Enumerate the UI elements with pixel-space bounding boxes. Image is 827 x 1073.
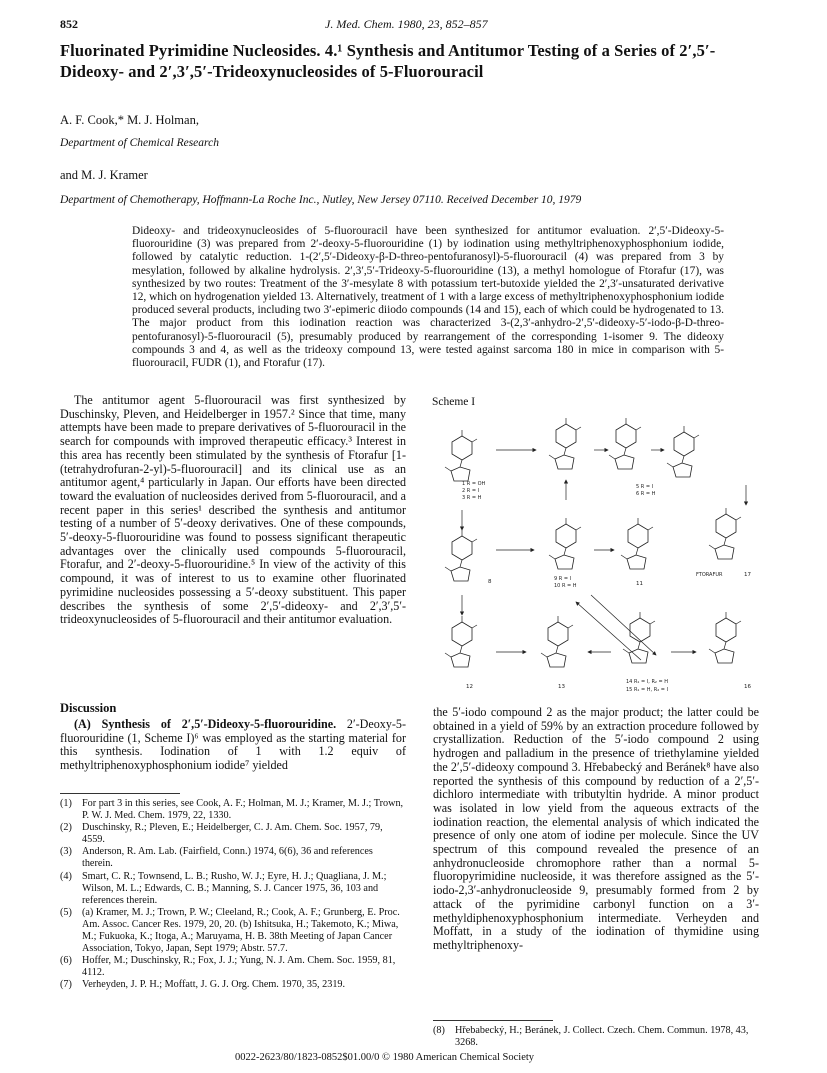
page-number: 852 [60, 17, 78, 31]
authors-line-2: and M. J. Kramer [60, 168, 148, 182]
section-a-paragraph [60, 718, 406, 773]
legend-1: 1 R = OH [462, 481, 486, 487]
reference [60, 822, 406, 846]
section-a-text: 2′-Deoxy-5-fluorouridine (1, Scheme I)⁶ was employed as the starting material for this synthesis. Iodination of 1 with 1.2 equiv of methyltriphenoxyphosphonium iodide⁷ yielded [60, 717, 406, 773]
reference [60, 955, 406, 979]
compound-13: 13 [558, 684, 565, 690]
structure-5-6 [549, 418, 581, 469]
body-right-column: the 5′-iodo compound 2 as the major product; the latter could be obtained in a yield of 59% by an extraction procedure followed by crystallization. Reduction of the 5′-iodo compound 2 using hydrogen and palladium in the presence of triethylamine yielded the 2′,5′-dideoxy compound 3. Hřebabecký and Beránek⁸ have also reported the synthesis of this compound by reduction of a 2′,5′-dichloro intermediate with tributyltin hydride. A minor product was isolated in low yield from the aqueous extracts of the iodination reaction, the elemental analysis of which indicated the presence of only one atom of iodine per molecule. Since the UV spectrum of this compound revealed the presence of an anhydronucleoside chromophore rather than a normal 5-fluoropyrimidine nucleoside, it was therefore assigned as the 5′-iodo-2,3′-anhydronucleoside 9, presumably formed from 2 by attack of the pyrimidine carbonyl function on a 3′-methyldiphenoxyphosphonium intermediate. Verheyden and Moffatt, in a study of the iodination of thymidine using methyltriphenoxy- [433, 705, 759, 952]
reference-number: (4) [60, 870, 72, 882]
reference [60, 907, 406, 955]
legend-10: 10 R = H [554, 583, 577, 589]
discussion-heading: Discussion [60, 701, 117, 715]
structure-9-10 [549, 518, 581, 569]
authors-line-1: A. F. Cook,* M. J. Holman, [60, 113, 199, 127]
structure-right-top [667, 426, 699, 477]
legend-15: 15 R₁ = H, R₂ = I [626, 687, 669, 693]
compound-11: 11 [636, 581, 643, 587]
scheme-label: Scheme I [432, 396, 476, 408]
compound-16: 16 [744, 684, 751, 690]
reference-number: (2) [60, 822, 72, 834]
structure-1-3 [445, 430, 477, 481]
reference-number: (8) [433, 1025, 445, 1036]
compound-8: 8 [488, 579, 492, 585]
legend-9: 9 R = I [554, 576, 572, 582]
structure-13 [541, 616, 573, 667]
affiliation-1: Department of Chemical Research [60, 137, 219, 149]
reaction-scheme-diagram [426, 410, 766, 700]
footnote-rule-left [60, 793, 180, 794]
journal-header: J. Med. Chem. 1980, 23, 852–857 [325, 17, 488, 31]
reference-number: (1) [60, 798, 72, 809]
legend-14: 14 R₁ = I, R₂ = H [626, 679, 669, 685]
structure-12 [445, 616, 477, 667]
legend-5: 5 R = I [636, 484, 654, 490]
intro-paragraph: The antitumor agent 5-fluorouracil was first synthesized by Duschinsky, Pleven, and Heidelberger in 1957.² Since that time, many attempts have been made to prepare derivatives of 5-fluorouracil in the search for compounds with improved therapeutic efficacy.³ Interest in this area has recently been stimulated by the synthesis of Ftorafur [1-(tetrahydrofuran-2-yl)-5-fluorouracil] and its clinical use as an antitumor agent,⁴ particularly in Japan. Our efforts have been directed toward the evaluation of nucleosides derived from 5-fluorouracil, and a recent paper in this series¹ described the synthesis and antitumor testing of a number of 5′-deoxy derivatives. One of these compounds, 5′-deoxy-5-fluorouridine was found to possess significant therapeutic advantages over the clinically used compounds 5-fluorouracil, Ftorafur, and 2′-deoxy-5-fluorouridine.⁵ In view of the activity of this compound, it was of interest to us to examine other fluorinated pyrimidine nucleosides possessing a 5′-deoxy substituent. This paper describes the synthesis of some 2′,5′-dideoxy- and 2′,3′,5′-trideoxynucleosides of 5-fluorouracil and their antitumor evaluation. [60, 393, 406, 627]
structure-16 [709, 612, 741, 663]
compound-12: 12 [466, 684, 473, 690]
structure-11 [621, 518, 653, 569]
footnote-rule-right [433, 1020, 553, 1021]
reference-text: Duschinsky, R.; Pleven, E.; Heidelberger, C. J. Am. Chem. Soc. 1957, 79, 4559. [82, 822, 383, 846]
reference-text: Hoffer, M.; Duschinsky, R.; Fox, J. J.; Yung, N. J. Am. Chem. Soc. 1959, 81, 4112. [82, 955, 396, 979]
reference-text: Anderson, R. Am. Lab. (Fairfield, Conn.) 1974, 6(6), 36 and references therein. [82, 846, 373, 870]
reference-text: For part 3 in this series, see Cook, A. F.; Holman, M. J.; Kramer, M. J.; Trown, P. W. J. Med. Chem. 1979, 22, 1330. [82, 798, 404, 822]
structure-17 [709, 508, 741, 559]
references-left [60, 798, 406, 992]
reference-8 [433, 1025, 763, 1049]
reference-number: (5) [60, 906, 72, 918]
reference [60, 979, 406, 991]
affiliation-2: Department of Chemotherapy, Hoffmann-La Roche Inc., Nutley, New Jersey 07110. Received December 10, 1979 [60, 194, 582, 206]
legend-6: 6 R = H [636, 491, 656, 497]
legend-3: 3 R = H [462, 495, 482, 501]
reference-text: Smart, C. R.; Townsend, L. B.; Rusho, W. J.; Eyre, H. J.; Quagliana, J. M.; Wilson, M. L.; Edwards, C. B.; Manning, S. J. Cancer 1975, 36, 103 and references therein. [82, 870, 387, 906]
reference [433, 1025, 763, 1049]
reference-text: Hřebabecký, H.; Beránek, J. Collect. Czech. Chem. Commun. 1978, 43, 3268. [455, 1025, 749, 1049]
reference [60, 846, 406, 870]
compound-17: 17 [744, 572, 751, 578]
reference [60, 871, 406, 907]
structure-4 [609, 418, 641, 469]
reference [60, 798, 406, 822]
legend-2: 2 R = I [462, 488, 480, 494]
reference-text: (a) Kramer, M. J.; Trown, P. W.; Cleeland, R.; Cook, A. F.; Grunberg, E. Proc. Am. Assoc. Cancer Res. 1979, 20, 20. (b) Ishitsuka, H.; Takemoto, K.; Miwa, M.; Fukuoka, K.; Itoga, A.; Maruyama, H. B. 38th Meeting of Japan Cancer Association, Tokyo, Japan, Sept 1979; Abstr. 57.7. [82, 906, 400, 955]
reference-number: (7) [60, 979, 72, 991]
article-title: Fluorinated Pyrimidine Nucleosides. 4.¹ Synthesis and Antitumor Testing of a Series of 2′,5′-Dideoxy- and 2′,3′,5′-Trideoxynucleosides of 5-Fluorouracil [60, 41, 716, 81]
structure-14-15 [623, 612, 655, 663]
section-a-heading: (A) Synthesis of 2′,5′-Dideoxy-5-fluorouridine. [74, 717, 337, 731]
reference-text: Verheyden, J. P. H.; Moffatt, J. G. J. Org. Chem. 1970, 35, 2319. [82, 979, 346, 991]
abstract: Dideoxy- and trideoxynucleosides of 5-fluorouracil have been synthesized for antitumor evaluation. 2′,5′-Dideoxy-5-fluorouridine (3) was prepared from 2′-deoxy-5-fluorouridine (1) by iodination using methyltriphenoxyphosphonium iodide, followed by catalytic reduction. 1-(2′,5′-Dideoxy-β-D-threo-pentofuranosyl)-5-fluorouracil (4) was prepared from 3 by mesylation, followed by alkaline hydrolysis. 2′,3′,5′-Trideoxy-5-fluorouridine (13), a methyl homologue of Ftorafur (17), was synthesized by two routes: Treatment of the 3′-mesylate 8 with potassium tert-butoxide yielded the 2′,3′-unsaturated derivative 12, which on hydrogenation yielded 13. Alternatively, treatment of 1 with a large excess of methyltriphenoxyphosphonium iodide produced several products, including two 3′-epimeric diiodo compounds (14 and 15), each of which could be hydrogenated to 13. The major product from this iodination reaction was characterized 3-(2,3′-anhydro-2′,5′-dideoxy-5′-iodo-β-D-threo-pentofuranosyl)-5-fluorouracil (5), presumably produced by rearrangement of the corresponding 1-isomer 9. The dideoxy compounds 3 and 4, as well as the trideoxy compound 13, were tested against sarcoma 180 in mice in comparison with 5-fluorouracil, FUDR (1), and Ftorafur (17). [132, 225, 724, 370]
copyright-footer: 0022-2623/80/1823-0852$01.00/0 © 1980 American Chemical Society [235, 1052, 535, 1063]
structure-8 [445, 530, 477, 581]
reference-number: (6) [60, 955, 72, 967]
ftorafur-label: FTORAFUR [696, 572, 723, 578]
reference-number: (3) [60, 846, 72, 858]
